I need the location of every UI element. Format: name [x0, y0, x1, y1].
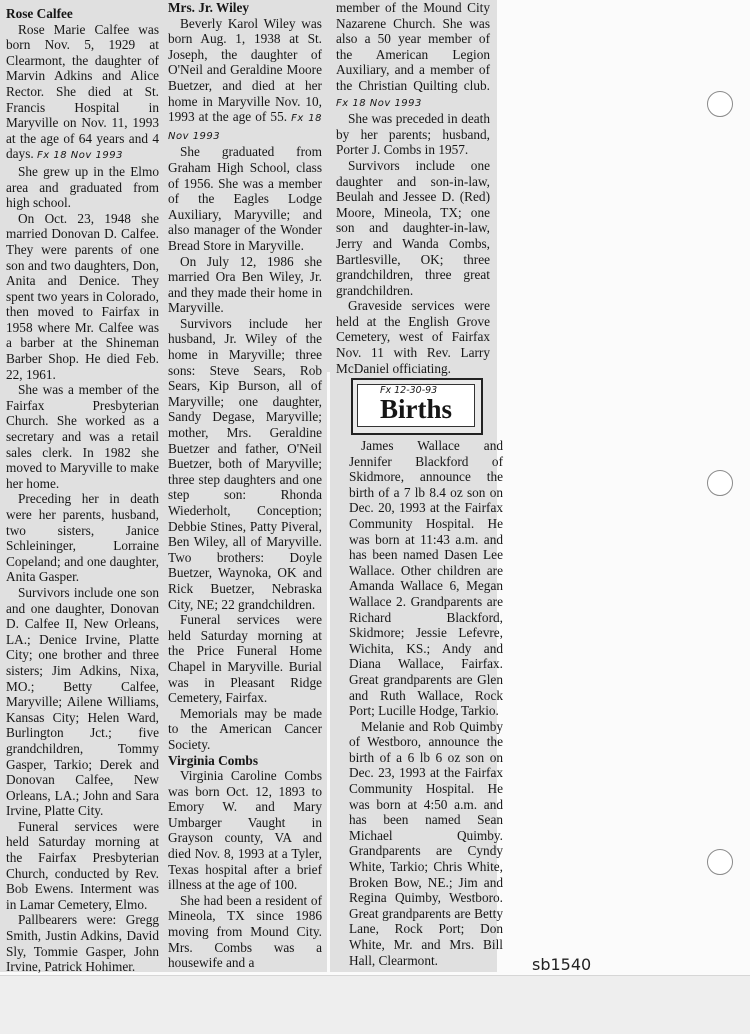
obituary-paragraph: On Oct. 23, 1948 she married Donovan D. Calfee. They were parents of one son and two daughters, Don, Anita and Denice. They spent two years in Colorado, then moved to Fairfax in 1958 where Mr. Calfee was a barber at the Shineman Barber Shop. He died Feb. 22, 1961. — [6, 210, 159, 382]
obituary-paragraph: Pallbearers were: Gregg Smith, Justin Adkins, David Sly, Tommie Gasper, John Irvine, Patrick Hohimer. — [6, 912, 159, 975]
obituary-paragraph: She was a member of the Fairfax Presbyterian Church. She worked as a secretary and was a retail sales clerk. In 1982 she moved to Maryville to make her home. — [6, 382, 159, 491]
obituary-paragraph: Funeral services were held Saturday morning at the Price Funeral Home Chapel in Maryville. Burial was in Pleasant Ridge Cemetery, Fairfax. — [168, 612, 322, 706]
obituary-paragraph: She was preceded in death by her parents; husband, Porter J. Combs in 1957. — [336, 111, 490, 158]
births-column — [349, 438, 503, 970]
handwritten-note: Fx 18 Nov 1993 — [336, 97, 422, 109]
obituary-heading: Mrs. Jr. Wiley — [168, 0, 250, 15]
obituary-paragraph: On July 12, 1986 she married Ora Ben Wiley, Jr. and they made their home in Maryville. — [168, 253, 322, 316]
births-paragraph: Melanie and Rob Quimby of Westboro, announce the birth of a 6 lb 6 oz son on Dec. 23, 1993 at the Fairfax Community Hospital. He was born at 4:50 a.m. and has been named Sean Michael Quimby. Grandparents are Cyndy White, Tarkio; Chris White, Broken Bow, NE.; Jim and Regina Quimby, Westboro. Great grandparents are Betty Lane, Rock Port; Don White, Mr. and Mrs. Bill Hall, Clearmont. — [349, 718, 503, 968]
binder-hole — [707, 470, 733, 496]
births-paragraph: James Wallace and Jennifer Blackford of Skidmore, announce the birth of a 7 lb 8.4 oz son on Dec. 20, 1993 at the Fairfax Community Hospital. He was born at 11:43 a.m. and has been named Dasen Lee Wallace. Other children are Amanda Wallace 6, Megan Wallace 2. Grandparents are Richard Blackford, Skidmore; Jessie Lefevre, Wichita, KS.; Andy and Diana Wallace, Fairfax. Great grandparents are Glen and Ruth Wallace, Rock Port; Lucille Hodge, Tarkio. — [349, 438, 503, 719]
births-banner-frame — [357, 384, 475, 427]
obituary-column-wiley — [168, 0, 322, 971]
obituary-paragraph: Rose Marie Calfee was born Nov. 5, 1929 at Clearmont, the daughter of Marvin Adkins and Alice Rector. She died at St. Francis Hospital in Maryville on Nov. 11, 1993 at the age of 64 years and 4 days. Fx 18 Nov 1993 — [6, 21, 159, 162]
obituary-paragraph: Funeral services were held Saturday morning at the Fairfax Presbyterian Church, conducted by Rev. Bob Ewens. Interment was in Lamar Cemetery, Elmo. — [6, 818, 159, 912]
binder-hole — [707, 91, 733, 117]
binder-hole — [707, 849, 733, 875]
scanner-bed-margin — [0, 975, 750, 1034]
handwritten-note: Fx 18 Nov 1993 — [168, 113, 322, 142]
obituary-heading: Virginia Combs — [168, 752, 259, 768]
obituary-paragraph: She had been a resident of Mineola, TX since 1986 moving from Mound City. Mrs. Combs was a housewife and a — [168, 892, 322, 971]
obituary-paragraph: Virginia Caroline Combs was born Oct. 12, 1893 to Emory W. and Mary Umbarger Vaught in Grayson county, VA and died Nov. 8, 1993 at a Tyler, Texas hospital after a brief illness at the age of 100. — [168, 768, 322, 893]
obituary-paragraph: Survivors include one daughter and son-in-law, Beulah and Jessee D. (Red) Moore, Mineola, TX; one son and daughter-in-law, Jerry and Wanda Combs, Bartlesville, OK; three grandchildren, three great grandchildren. — [336, 157, 490, 298]
obituary-paragraph: Survivors include one son and one daughter, Donovan D. Calfee II, New Orleans, LA.; Denice Irvine, Platte City; one brother and three sisters; Jim Adkins, Nixa, MO.; Betty Calfee, Maryville; Ailene Williams, Kansas City; Helen Ward, Burlington Jct.; five grandchildren, Tommy Gasper, Tarkio; Derek and Donovan Calfee, New Orleans, LA.; John and Sara Irvine, Platte City. — [6, 584, 159, 819]
obituary-column-combs — [336, 0, 490, 376]
handwritten-reference-code: sb1540 — [532, 955, 592, 974]
births-banner — [351, 378, 483, 435]
handwritten-note: Fx 18 Nov 1993 — [37, 150, 123, 162]
obituary-paragraph: member of the Mound City Nazarene Church. She was also a 50 year member of the American Legion Auxiliary, and a member of the Christian Quilting club. Fx 18 Nov 1993 — [336, 0, 490, 109]
obituary-paragraph: Memorials may be made to the American Cancer Society. — [168, 705, 322, 752]
births-title: Births — [379, 394, 452, 424]
obituary-paragraph: She grew up in the Elmo area and graduated from high school. — [6, 163, 159, 211]
obituary-heading: Rose Calfee — [6, 6, 73, 21]
obituary-paragraph: Preceding her in death were her parents, husband, two sisters, Janice Schleininger, Lorraine Copeland; and one daughter, Anita Gasper. — [6, 491, 159, 585]
obituary-column-calfee — [6, 6, 159, 975]
handwritten-note: Fx 12-30-93 — [380, 385, 438, 396]
obituary-paragraph: Beverly Karol Wiley was born Aug. 1, 1938 at St. Joseph, the daughter of O'Neil and Geraldine Moore Buetzer, and died at her home in Maryville Nov. 10, 1993 at the age of 55. Fx 18 Nov 1993 — [168, 15, 322, 142]
obituary-paragraph: Graveside services were held at the English Grove Cemetery, west of Fairfax Nov. 11 with Rev. Larry McDaniel officiating. — [336, 298, 490, 376]
obituary-paragraph: Survivors include her husband, Jr. Wiley of the home in Maryville; three sons: Steve Sears, Rob Sears, Kip Burson, all of Maryville; one daughter, Sandy Degase, Maryville; mother, Mrs. Geraldine Buetzer and father, O'Neil Buetzer, both of Maryville; three step daughters and one step son: Rhonda Wiederholt, Conception; Debbie Stines, Patty Piveral, Ben Wiley, all of Maryville. Two brothers: Doyle Buetzer, Waynoka, OK and Rick Buetzer, Nebraska City, NE; 22 grandchildren. — [168, 315, 322, 612]
obituary-paragraph: She graduated from Graham High School, class of 1956. She was a member of the Eagles Lodge Auxiliary, Maryville; and also manager of the Wonder Bread Store in Maryville. — [168, 144, 322, 253]
